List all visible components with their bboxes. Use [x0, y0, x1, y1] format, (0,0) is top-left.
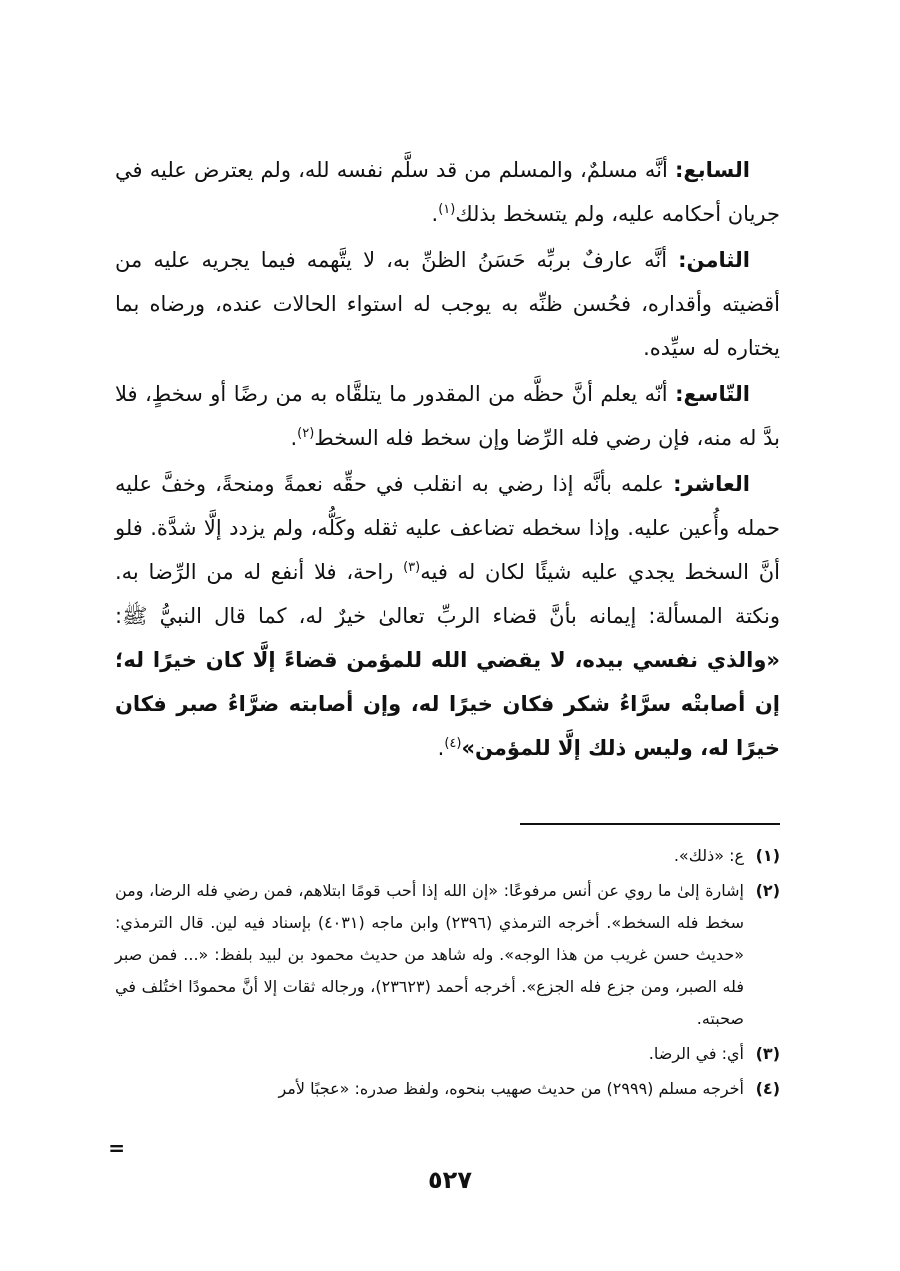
paragraph-text-continued: راحة، فلا أنفع له من الرِّضا به. ونكتة المسألة: إيمانه بأنَّ قضاء الربِّ تعالىٰ خيرٌ له، كما قال النبيُّ ﷺ:	[115, 560, 780, 628]
footnote-ref: (٣)	[403, 560, 421, 575]
footnote-text: أخرجه مسلم (٢٩٩٩) من حديث صهيب بنحوه، ولفظ صدره: «عجبًا لأمر	[278, 1079, 744, 1098]
paragraph-text: علمه بأنَّه إذا رضي به انقلب في حقِّه نعمةً ومنحةً، وخفَّ عليه حمله وأُعين عليه. وإذا سخطه تضاعف عليه ثقله وكَلُّه، ولم يزدد إلَّا شدَّة. فلو أنَّ السخط يجدي عليه شيئًا لكان له فيه	[115, 472, 780, 584]
hadith-quote: «والذي نفسي بيده، لا يقضي الله للمؤمن قضاءً إلَّا كان خيرًا له؛ إن أصابتْه سرَّاءُ شكر فكان خيرًا له، وإن أصابته ضرَّاءُ صبر فكان خيرًا له، وليس ذلك إلَّا للمؤمن»	[115, 648, 780, 760]
paragraph-tail: .	[437, 736, 445, 760]
main-text	[115, 148, 780, 772]
footnote-text: إشارة إلىٰ ما روي عن أنس مرفوعًا: «إن الله إذا أحب قومًا ابتلاهم، فمن رضي فله الرضا، ومن سخط فله السخط». أخرجه الترمذي (٢٣٩٦) وابن ماجه (٤٠٣١) بإسناد فيه لين. قال الترمذي: «حديث حسن غريب من هذا الوجه». وله شاهد من حديث محمود بن لبيد بلفظ: «... فمن صبر فله الصبر، ومن جزع فله الجزع». أخرجه أحمد (٢٣٦٢٣)، ورجاله ثقات إلا أنَّ محمودًا اختُلف في صحبته.	[115, 881, 745, 1028]
footnote-number: (١)	[755, 846, 780, 865]
footnote-ref: (٤)	[444, 736, 462, 751]
footnote-item	[115, 875, 780, 1035]
paragraph-text: أنّه يعلم أنَّ حظَّه من المقدور ما يتلقَّاه به من رضًا أو سخطٍ، فلا بدَّ له منه، فإن رضي فله الرِّضا وإن سخط فله السخط	[115, 382, 780, 450]
footnote-separator	[520, 823, 780, 825]
footnote-text: أي: في الرضا.	[648, 1044, 744, 1063]
paragraph-text: أنَّه مسلمٌ، والمسلم من قد سلَّم نفسه لله، ولم يعترض عليه في جريان أحكامه عليه، ولم يتسخط بذلك	[115, 158, 780, 226]
page-number: ٥٢٧	[428, 1166, 472, 1194]
footnotes	[115, 840, 780, 1108]
footnote-number: (٣)	[755, 1044, 780, 1063]
paragraph-lead: العاشر:	[673, 472, 750, 496]
footnote-ref: (١)	[438, 202, 456, 217]
paragraph-ninth	[115, 372, 780, 460]
footnote-number: (٢)	[755, 881, 780, 900]
paragraph-text: أنَّه عارفٌ بربِّه حَسَنُ الظنِّ به، لا يتَّهمه فيما يجريه عليه من أقضيته وأقداره، فحُسن ظنِّه به يوجب له استواء الحالات عنده، ورضاه بما يختاره له سيِّده.	[115, 248, 780, 360]
paragraph-lead: الثامن:	[678, 248, 750, 272]
footnote-number: (٤)	[755, 1079, 780, 1098]
footnote-text: ع: «ذلك».	[673, 846, 744, 865]
footnote-item	[115, 1073, 780, 1105]
footnote-ref: (٢)	[297, 426, 315, 441]
paragraph-seventh	[115, 148, 780, 236]
footnote-item	[115, 1038, 780, 1070]
paragraph-eighth	[115, 238, 780, 370]
paragraph-tail: .	[431, 202, 439, 226]
continuation-mark: =	[108, 1136, 125, 1160]
paragraph-lead: التّاسع:	[675, 382, 750, 406]
footnote-item	[115, 840, 780, 872]
paragraph-lead: السابع:	[675, 158, 750, 182]
paragraph-tenth	[115, 462, 780, 770]
paragraph-tail: .	[290, 426, 298, 450]
